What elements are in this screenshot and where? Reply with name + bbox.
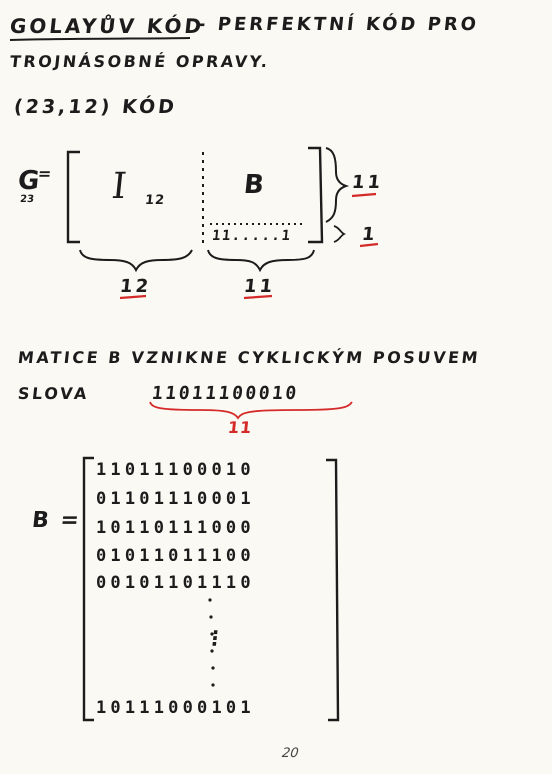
last-row-ones: 11.....1 xyxy=(211,228,293,244)
matrix-b-row: 01011011100 xyxy=(96,546,255,566)
matrix-b-row: 10110111000 xyxy=(96,518,255,538)
code-label: (23,12) KÓD xyxy=(12,96,179,118)
matrix-b-vertical-dots: ⋮ xyxy=(203,626,227,650)
cols-count-right: 11 xyxy=(242,276,277,297)
matrix-b-row: 01101110001 xyxy=(96,489,255,509)
word-length: 11 xyxy=(227,418,254,437)
statement-line2-prefix: SLOVA xyxy=(17,384,90,403)
rows-count-bottom: 1 xyxy=(360,224,379,245)
page-number: 20 xyxy=(281,746,300,761)
matrix-b-row: 00101101110 xyxy=(96,573,255,593)
title-rest: - PERFEKTNÍ KÓD PRO xyxy=(196,14,481,35)
g-subscript: 23 xyxy=(19,194,35,205)
identity-symbol: I xyxy=(109,166,129,207)
matrix-b-row: 11011100010 xyxy=(96,460,255,480)
rows-count-top: 11 xyxy=(350,172,385,193)
g-label: G xyxy=(16,166,41,196)
cols-count-left: 12 xyxy=(118,276,153,297)
title-heading: GOLAYŮV KÓD xyxy=(8,14,206,38)
cyclic-word: 11011100010 xyxy=(150,383,300,404)
identity-subscript: 12 xyxy=(144,193,166,208)
matrix-b-label: B = xyxy=(30,508,83,533)
title-line2: TROJNÁSOBNÉ OPRAVY. xyxy=(9,52,271,71)
statement-line1: MATICE B VZNIKNE CYKLICKÝM POSUVEM xyxy=(17,348,482,367)
g-equals: = xyxy=(37,164,53,183)
matrix-b-last-row: 10111000101 xyxy=(96,698,255,718)
b-block-label: B xyxy=(242,170,266,200)
